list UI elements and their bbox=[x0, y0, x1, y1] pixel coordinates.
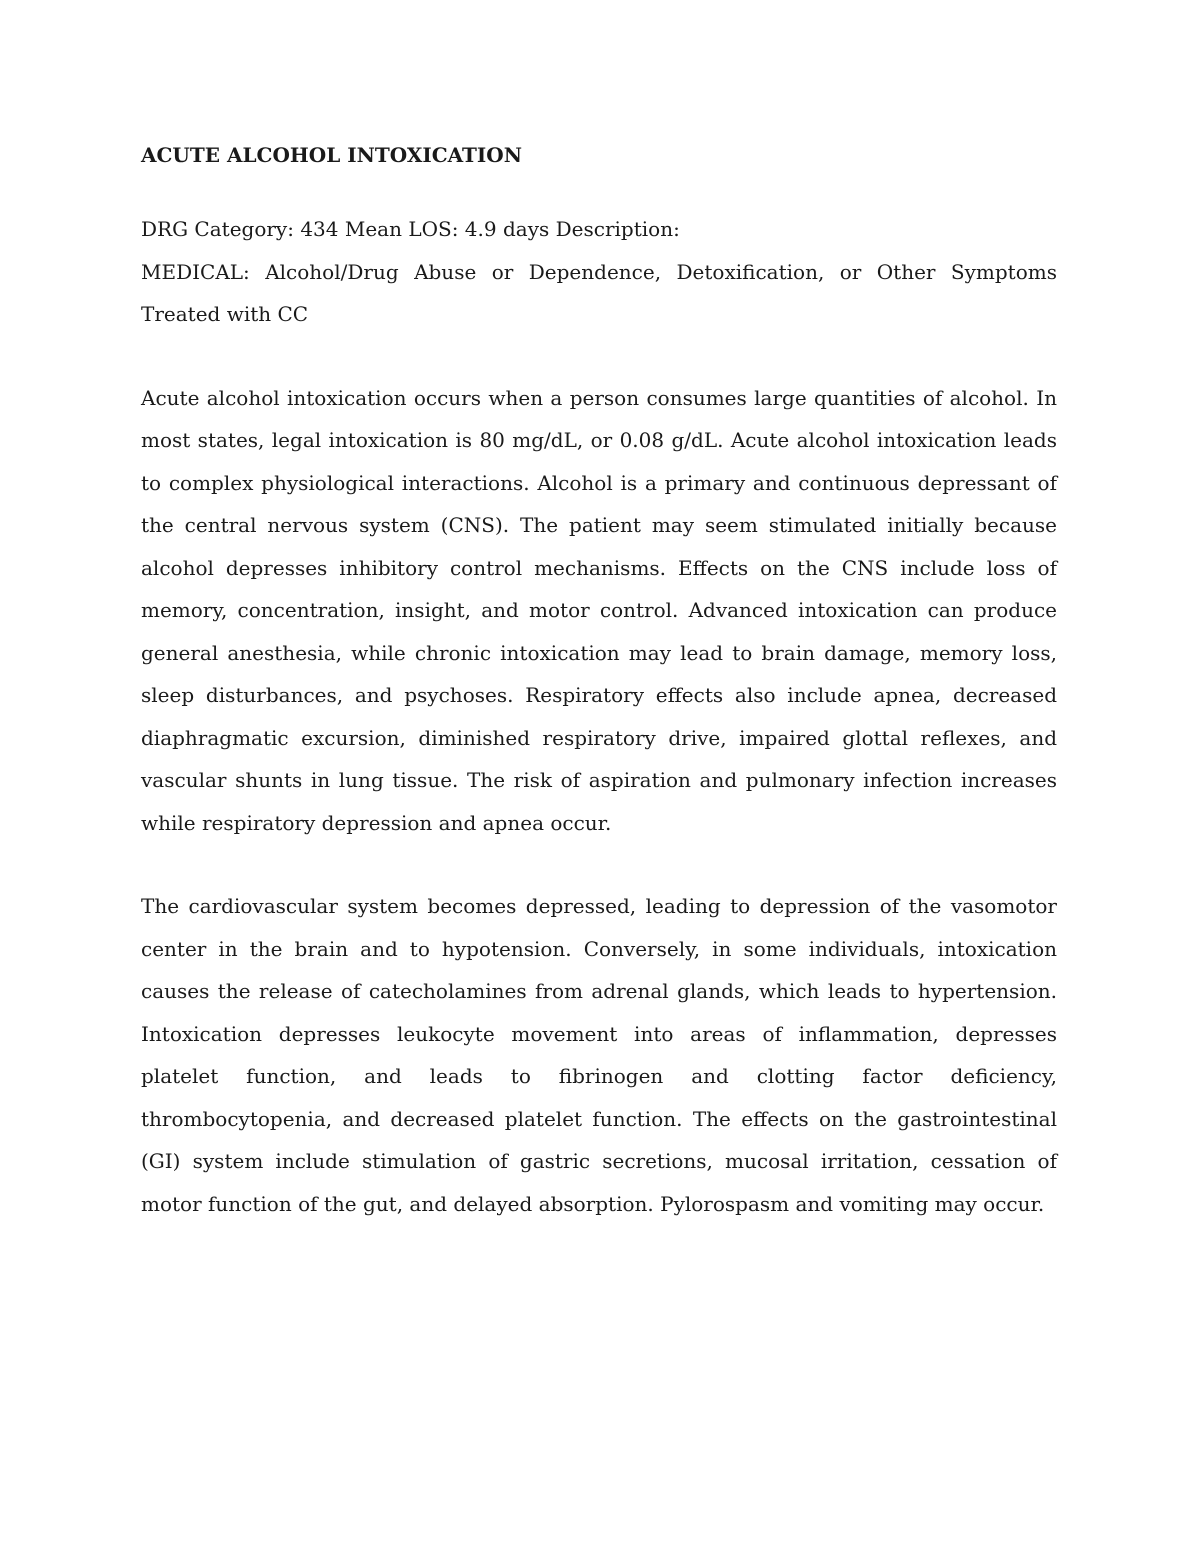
paragraph-cns-respiratory: Acute alcohol intoxication occurs when a person consumes large quantities of alcohol. In most states, legal intoxication is 80 mg/dL, or 0.08 g/dL. Acute alcohol intoxication leads to complex physiological interactions. Alcohol is a primary and continuous depressant of the central nervous system (CNS). The patient may seem stimulated initially because alcohol depresses inhibitory control mechanisms. Effects on the CNS include loss of memory, concentration, insight, and motor control. Advanced intoxication can produce general anesthesia, while chronic intoxication may lead to brain damage, memory loss, sleep disturbances, and psychoses. Respiratory effects also include apnea, decreased diaphragmatic excursion, diminished respiratory drive, impaired glottal reflexes, and vascular shunts in lung tissue. The risk of aspiration and pulmonary infection increases while respiratory depression and apnea occur. bbox=[141, 385, 1057, 835]
drg-info bbox=[141, 208, 1057, 336]
paragraph-cardiovascular-gi: The cardiovascular system becomes depressed, leading to depression of the vasomotor center in the brain and to hypotension. Conversely, in some individuals, intoxication causes the release of catecholamines from adrenal glands, which leads to hypertension. Intoxication depresses leukocyte movement into areas of inflammation, depresses platelet function, and leads to fibrinogen and clotting factor deficiency, thrombocytopenia, and decreased platelet function. The effects on the gastrointestinal (GI) system include stimulation of gastric secretions, mucosal irritation, cessation of motor function of the gut, and delayed absorption. Pylorospasm and vomiting may occur. bbox=[141, 894, 1057, 1216]
drg-category-line: DRG Category: 434 Mean LOS: 4.9 days Description: bbox=[141, 217, 680, 241]
drg-description: MEDICAL: Alcohol/Drug Abuse or Dependence, Detoxification, or Other Symptoms Treated with CC bbox=[141, 259, 1057, 326]
document-body bbox=[141, 138, 1057, 1225]
document-title: ACUTE ALCOHOL INTOXICATION bbox=[141, 143, 522, 167]
